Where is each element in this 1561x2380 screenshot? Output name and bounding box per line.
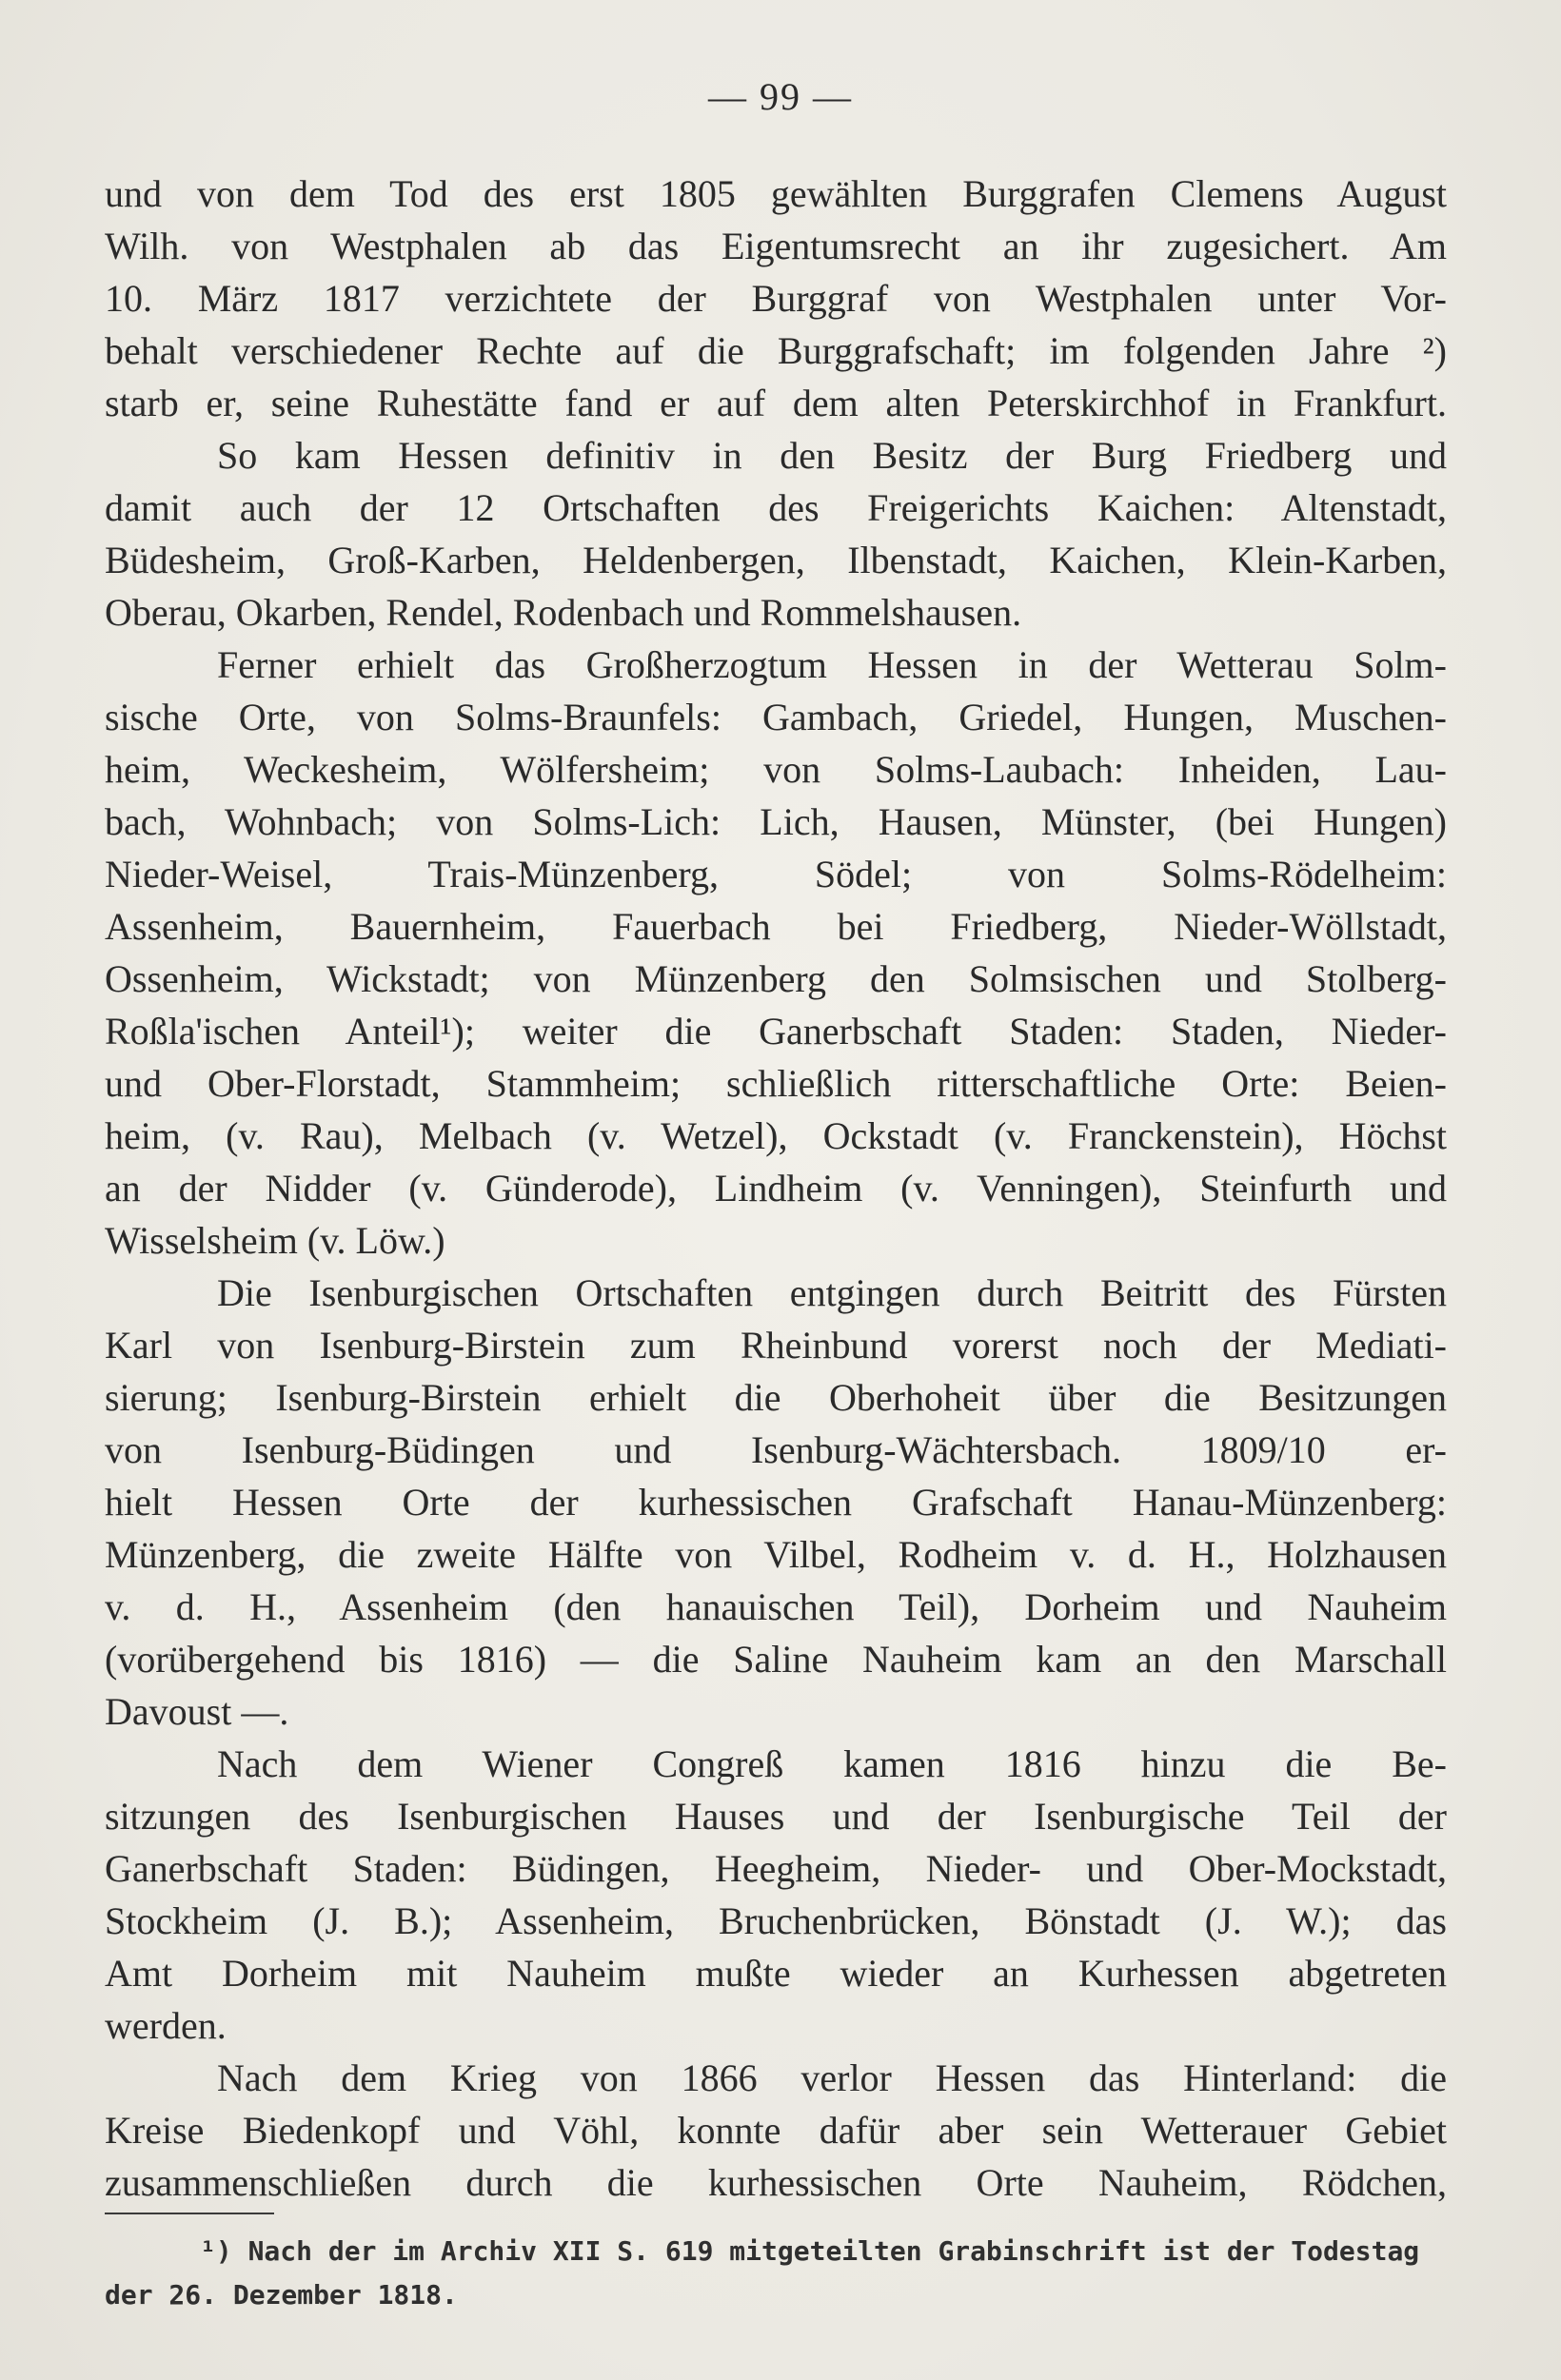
page-number: — 99 — bbox=[708, 75, 853, 118]
text-line: Ferner erhielt das Großherzogtum Hessen in der Wetterau Solm- bbox=[217, 643, 1447, 686]
text-line: So kam Hessen definitiv in den Besitz der Burg Friedberg und bbox=[217, 434, 1447, 477]
text-line: bach, Wohnbach; von Solms-Lich: Lich, Hausen, Münster, (bei Hungen) bbox=[105, 800, 1447, 843]
text-line: Wisselsheim (v. Löw.) bbox=[105, 1219, 445, 1262]
text-line: sitzungen des Isenburgischen Hauses und der Isenburgische Teil der bbox=[105, 1795, 1447, 1838]
text-line: behalt verschiedener Rechte auf die Burggrafschaft; im folgenden Jahre ²) bbox=[105, 329, 1447, 372]
footnote bbox=[105, 2230, 1447, 2317]
text-line: Davoust —. bbox=[105, 1690, 289, 1733]
text-line: Amt Dorheim mit Nauheim mußte wieder an Kurhessen abgetreten bbox=[105, 1952, 1447, 1995]
text-line: starb er, seine Ruhestätte fand er auf dem alten Peterskirchhof in Frankfurt. bbox=[105, 382, 1447, 424]
paragraph-2 bbox=[105, 429, 1447, 639]
text-line: Nach dem Wiener Congreß kamen 1816 hinzu die Be- bbox=[217, 1742, 1447, 1785]
footnote-divider bbox=[105, 2213, 274, 2214]
text-line: 10. März 1817 verzichtete der Burggraf von Westphalen unter Vor- bbox=[105, 277, 1447, 320]
text-line: und Ober-Florstadt, Stammheim; schließlich ritterschaftliche Orte: Beien- bbox=[105, 1062, 1447, 1105]
text-line: heim, Weckesheim, Wölfersheim; von Solms-Laubach: Inheiden, Lau- bbox=[105, 748, 1447, 791]
text-line: Assenheim, Bauernheim, Fauerbach bei Friedberg, Nieder-Wöllstadt, bbox=[105, 905, 1447, 948]
footnote-line: ¹) Nach der im Archiv XII S. 619 mitgeteilten Grabinschrift ist der Todestag bbox=[200, 2235, 1420, 2267]
text-line: v. d. H., Assenheim (den hanauischen Teil), Dorheim und Nauheim bbox=[105, 1585, 1447, 1628]
text-line: hielt Hessen Orte der kurhessischen Grafschaft Hanau-Münzenberg: bbox=[105, 1481, 1447, 1524]
text-line: und von dem Tod des erst 1805 gewählten Burggrafen Clemens August bbox=[105, 172, 1447, 215]
paragraph-3 bbox=[105, 639, 1447, 1267]
text-line: sierung; Isenburg-Birstein erhielt die Oberhoheit über die Besitzungen bbox=[105, 1376, 1447, 1419]
paragraph-6 bbox=[105, 2052, 1447, 2209]
text-line: Ossenheim, Wickstadt; von Münzenberg den Solmsischen und Stolberg- bbox=[105, 957, 1447, 1000]
text-line: werden. bbox=[105, 2004, 227, 2047]
text-line: Münzenberg, die zweite Hälfte von Vilbel, Rodheim v. d. H., Holzhausen bbox=[105, 1533, 1447, 1576]
footnote-line: der 26. Dezember 1818. bbox=[105, 2279, 458, 2311]
text-line: Wilh. von Westphalen ab das Eigentumsrecht an ihr zugesichert. Am bbox=[105, 225, 1447, 267]
text-line: Nach dem Krieg von 1866 verlor Hessen das Hinterland: die bbox=[217, 2056, 1447, 2099]
paragraph-1 bbox=[105, 167, 1447, 429]
text-line: Karl von Isenburg-Birstein zum Rheinbund vorerst noch der Mediati- bbox=[105, 1324, 1447, 1367]
text-line: Stockheim (J. B.); Assenheim, Bruchenbrücken, Bönstadt (J. W.); das bbox=[105, 1899, 1447, 1942]
text-line: damit auch der 12 Ortschaften des Freigerichts Kaichen: Altenstadt, bbox=[105, 486, 1447, 529]
text-line: Ganerbschaft Staden: Büdingen, Heegheim, Nieder- und Ober-Mockstadt, bbox=[105, 1847, 1447, 1890]
text-line: von Isenburg-Büdingen und Isenburg-Wächtersbach. 1809/10 er- bbox=[105, 1428, 1447, 1471]
text-line: zusammenschließen durch die kurhessischen Orte Nauheim, Rödchen, bbox=[105, 2161, 1447, 2204]
body-text bbox=[105, 167, 1447, 2209]
paragraph-4 bbox=[105, 1267, 1447, 1738]
text-line: heim, (v. Rau), Melbach (v. Wetzel), Ockstadt (v. Franckenstein), Höchst bbox=[105, 1114, 1447, 1157]
text-line: Büdesheim, Groß-Karben, Heldenbergen, Ilbenstadt, Kaichen, Klein-Karben, bbox=[105, 539, 1447, 581]
paragraph-5 bbox=[105, 1738, 1447, 2052]
text-line: sische Orte, von Solms-Braunfels: Gambach, Griedel, Hungen, Muschen- bbox=[105, 696, 1447, 738]
text-line: Oberau, Okarben, Rendel, Rodenbach und Rommelshausen. bbox=[105, 591, 1022, 634]
text-line: an der Nidder (v. Günderode), Lindheim (v. Venningen), Steinfurth und bbox=[105, 1167, 1447, 1210]
text-line: Roßla'ischen Anteil¹); weiter die Ganerbschaft Staden: Staden, Nieder- bbox=[105, 1010, 1447, 1052]
text-line: Nieder-Weisel, Trais-Münzenberg, Södel; von Solms-Rödelheim: bbox=[105, 853, 1447, 895]
text-line: Kreise Biedenkopf und Vöhl, konnte dafür aber sein Wetterauer Gebiet bbox=[105, 2109, 1447, 2152]
text-line: Die Isenburgischen Ortschaften entgingen durch Beitritt des Fürsten bbox=[217, 1271, 1447, 1314]
text-line: (vorübergehend bis 1816) — die Saline Nauheim kam an den Marschall bbox=[105, 1638, 1447, 1681]
